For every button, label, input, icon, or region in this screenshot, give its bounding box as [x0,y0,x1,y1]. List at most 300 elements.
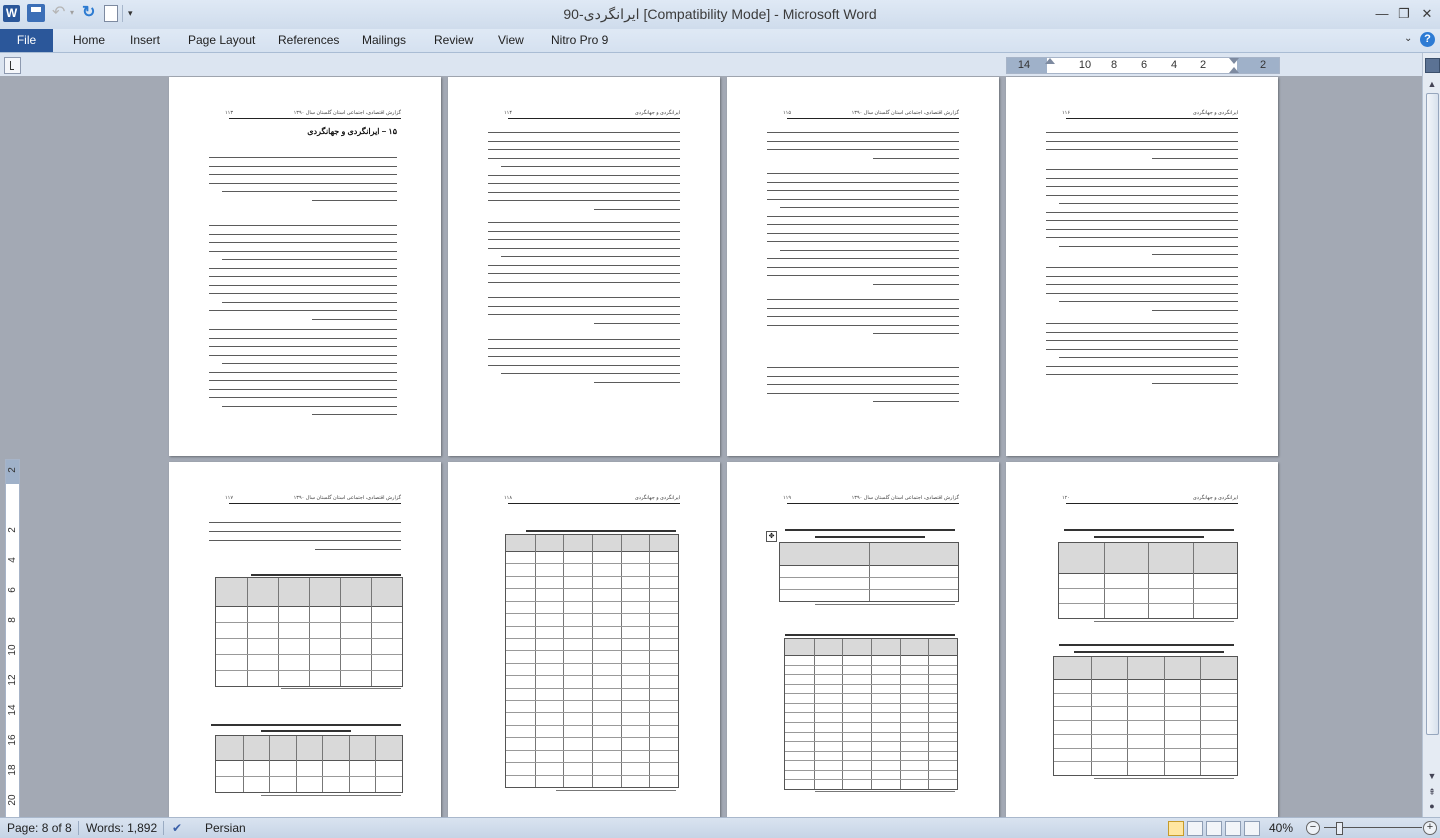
text-line [1046,195,1238,196]
text-line [312,319,397,320]
text-line [209,276,397,277]
text-line [209,251,397,252]
web-layout-icon[interactable] [1206,821,1222,836]
table-row-rule [506,588,678,589]
tab-mailings[interactable]: Mailings [362,33,407,47]
close-icon[interactable]: ✕ [1421,6,1433,21]
table-caption [815,536,925,538]
horizontal-ruler[interactable] [1006,57,1280,74]
table-row-rule [506,762,678,763]
text-line [488,141,680,142]
text-line [488,356,680,357]
text-line [594,323,680,324]
text-line [767,308,959,309]
table-column-rule [928,639,929,789]
table-row-rule [785,741,957,742]
data-table [215,735,403,793]
text-line [1152,158,1238,159]
table-column-rule [349,736,350,792]
table-row-rule [785,770,957,771]
data-table [1058,542,1238,619]
proofing-icon[interactable]: ✔ [172,821,183,835]
ruler-number: 14 [1017,59,1031,71]
table-row-rule [780,577,958,578]
text-line [488,239,680,240]
text-line [1046,132,1238,133]
text-line [767,182,959,183]
text-line [312,200,397,201]
page-header [225,495,401,504]
text-line [1059,203,1238,204]
document-page[interactable] [1006,462,1278,817]
status-bar [0,817,1440,838]
customize-quick-access-icon[interactable]: ▾ [128,8,133,18]
text-line [209,225,397,226]
text-line [222,302,397,303]
page-header-text: گزارش اقتصادی، اجتماعی استان گلستان سال ۱۳۹۰ [851,110,959,116]
table-row-rule [785,674,957,675]
ruler-number: 20 [7,794,18,806]
text-line [767,275,959,276]
text-line [1046,237,1238,238]
text-line [767,376,959,377]
text-line [1046,340,1238,341]
text-line [1046,284,1238,285]
page-header [783,495,959,504]
text-line [209,310,397,311]
text-line [209,540,401,541]
text-line [1046,349,1238,350]
table-row-rule [506,613,678,614]
text-line [501,373,680,374]
table-caption [526,530,676,532]
text-line [1046,186,1238,187]
page-header [1062,110,1238,119]
table-row-rule [785,751,957,752]
text-line [767,216,959,217]
zoom-slider-thumb[interactable] [1336,822,1343,835]
page-header-text: ایرانگردی و جهانگردی [634,495,680,501]
text-line [209,242,397,243]
tab-file[interactable]: File [0,29,53,52]
table-caption [251,574,401,576]
previous-page-icon[interactable]: ⇞ [1428,787,1436,797]
text-line [1046,293,1238,294]
document-page[interactable] [169,77,441,456]
text-line [209,329,397,330]
minimize-icon[interactable]: — [1375,6,1389,21]
table-caption [1074,651,1224,653]
text-line [209,338,397,339]
text-line [1046,332,1238,333]
text-line [209,380,397,381]
table-row-rule [785,779,957,780]
text-line [1152,310,1238,311]
tab-insert[interactable]: Insert [130,33,161,47]
table-row-rule [506,626,678,627]
document-page[interactable] [448,462,720,817]
section-heading: ۱۵ – ایرانگردی و جهانگردی [307,127,397,136]
table-caption [1064,529,1234,531]
table-column-rule [900,639,901,789]
browse-object-icon[interactable]: ● [1429,801,1435,811]
table-row-rule [1054,706,1237,707]
scroll-up-icon[interactable]: ▲ [1427,79,1437,89]
zoom-out-icon[interactable]: − [1306,821,1320,835]
text-line [209,531,401,532]
ruler-number: 4 [1170,59,1178,71]
table-column-rule [269,736,270,792]
text-line [209,268,397,269]
text-line [488,306,680,307]
ruler-number: 18 [7,764,18,776]
ruler-number: 6 [7,587,18,593]
table-source [1094,778,1234,779]
data-table [1053,656,1238,776]
text-line [1046,267,1238,268]
text-line [488,297,680,298]
text-line [1046,141,1238,142]
table-row-rule [506,750,678,751]
table-row-rule [216,622,402,623]
text-line [209,157,397,158]
text-line [209,183,397,184]
text-line [209,174,397,175]
outline-view-icon[interactable] [1225,821,1241,836]
table-column-rule [871,639,872,789]
table-column-rule [842,639,843,789]
table-column-rule [375,736,376,792]
table-source [261,795,401,796]
tab-page-layout[interactable]: Page Layout [188,33,256,47]
text-line [488,222,680,223]
draft-view-icon[interactable] [1244,821,1260,836]
table-row-rule [506,650,678,651]
text-line [488,200,680,201]
table-row-rule [1054,734,1237,735]
table-row-rule [506,737,678,738]
text-line [488,339,680,340]
table-row-rule [1054,693,1237,694]
text-line [767,299,959,300]
text-line [488,149,680,150]
text-line [767,233,959,234]
table-row-rule [785,722,957,723]
text-line [488,183,680,184]
table-row-rule [785,703,957,704]
redo-icon[interactable]: ↻ [82,4,96,21]
table-row-rule [506,563,678,564]
text-line [315,549,401,550]
table-column-rule [869,543,870,601]
text-line [501,166,680,167]
vertical-ruler[interactable] [5,459,20,819]
ruler-bar [0,53,1422,76]
document-page[interactable] [727,77,999,456]
text-line [1152,254,1238,255]
page-header [783,110,959,119]
tab-selector-icon[interactable] [4,57,21,74]
text-line [873,158,959,159]
table-row-rule [506,576,678,577]
document-page[interactable] [448,77,720,456]
text-line [767,258,959,259]
text-line [312,414,397,415]
vertical-scrollbar[interactable] [1422,53,1440,817]
text-line [780,207,959,208]
text-line [767,367,959,368]
page-number: ۱۱۷ [225,495,234,501]
ruler-number: 2 [7,467,18,473]
table-column-rule [1164,657,1165,775]
text-line [501,256,680,257]
page-number: ۱۱۶ [1062,110,1071,116]
table-row-rule [506,675,678,676]
text-line [209,234,397,235]
text-line [488,282,680,283]
text-line [767,224,959,225]
table-move-handle-icon[interactable]: ✥ [766,531,777,542]
table-caption [1094,536,1204,538]
table-column-rule [296,736,297,792]
table-row-rule [1054,748,1237,749]
data-table [505,534,679,788]
table-column-rule [1148,543,1149,618]
page-header-text: ایرانگردی و جهانگردی [1192,110,1238,116]
text-line [209,372,397,373]
table-row-rule [785,693,957,694]
table-column-rule [1104,543,1105,618]
data-table [215,577,403,687]
table-row-rule [506,688,678,689]
ruler-number: 8 [7,617,18,623]
table-row-rule [216,776,402,777]
text-line [1046,178,1238,179]
text-line [1046,212,1238,213]
table-source [815,791,955,792]
text-line [209,285,397,286]
document-page[interactable] [1006,77,1278,456]
ruler-number: 6 [1140,59,1148,71]
scroll-down-icon[interactable]: ▼ [1427,771,1437,781]
text-line [488,231,680,232]
text-line [594,209,680,210]
text-line [209,389,397,390]
text-line [488,265,680,266]
text-line [222,259,397,260]
data-table [779,542,959,602]
text-line [209,346,397,347]
table-caption [261,730,351,732]
text-line [767,393,959,394]
ruler-number: 2 [7,527,18,533]
text-line [488,158,680,159]
text-line [1152,383,1238,384]
text-line [488,248,680,249]
text-line [488,273,680,274]
table-row-rule [785,712,957,713]
table-column-rule [814,639,815,789]
text-line [767,267,959,268]
page-number: ۱۱۹ [783,495,792,501]
table-row-rule [506,663,678,664]
table-row-rule [216,670,402,671]
text-line [767,132,959,133]
table-row-rule [1059,603,1237,604]
table-header [216,736,402,761]
page-number: ۱۱۳ [225,110,234,116]
text-line [488,132,680,133]
zoom-in-icon[interactable]: + [1423,821,1437,835]
text-line [1046,276,1238,277]
text-line [488,192,680,193]
table-row-rule [785,684,957,685]
table-source [1094,621,1234,622]
text-line [488,175,680,176]
expand-ribbon-icon[interactable]: ⌄ [1404,33,1413,44]
table-row-rule [506,725,678,726]
page-count[interactable]: Page: 8 of 8 [7,821,72,835]
table-source [281,688,401,689]
text-line [767,325,959,326]
page-number: ۱۲۰ [1062,495,1071,501]
first-line-indent-marker[interactable] [1229,58,1239,64]
full-screen-reading-icon[interactable] [1187,821,1203,836]
page-number: ۱۱۵ [783,110,792,116]
scrollbar-thumb[interactable] [1426,93,1439,735]
text-line [222,363,397,364]
tab-references[interactable]: References [278,33,340,47]
page-header [1062,495,1238,504]
text-line [767,316,959,317]
text-line [767,190,959,191]
table-row-rule [1059,588,1237,589]
text-line [1046,169,1238,170]
text-line [594,382,680,383]
undo-icon[interactable]: ↶ [52,4,66,21]
text-line [873,333,959,334]
page-number: ۱۱۸ [504,495,513,501]
print-layout-view-icon[interactable] [1168,821,1184,836]
document-page[interactable] [727,462,999,817]
ruler-number: 2 [1259,59,1267,71]
table-caption [1059,644,1234,646]
table-caption [785,634,955,636]
tab-nitro-pro[interactable]: Nitro Pro 9 [551,33,609,47]
document-page[interactable] [169,462,441,817]
tab-home[interactable]: Home [73,33,106,47]
text-line [873,401,959,402]
table-row-rule [216,654,402,655]
text-line [767,141,959,142]
text-line [488,365,680,366]
page-header-text: ایرانگردی و جهانگردی [1192,495,1238,501]
ribbon-tab-bar [0,29,1440,53]
text-line [488,348,680,349]
ruler-number: 16 [7,734,18,746]
text-line [209,166,397,167]
text-line [767,149,959,150]
hanging-indent-marker[interactable] [1229,67,1239,73]
data-table [784,638,958,790]
text-line [767,173,959,174]
restore-icon[interactable]: ❐ [1398,6,1410,21]
tab-view[interactable]: View [498,33,524,47]
table-column-rule [1091,657,1092,775]
zoom-level[interactable]: 40% [1269,821,1294,835]
text-line [1059,301,1238,302]
table-row-rule [780,589,958,590]
help-icon[interactable]: ? [1420,32,1435,47]
text-line [873,284,959,285]
table-source [815,604,955,605]
ruler-number: 14 [7,704,18,716]
tab-review[interactable]: Review [434,33,474,47]
ruler-number: 12 [7,674,18,686]
ruler-number: 8 [1110,59,1118,71]
word-app-icon[interactable]: W [3,5,20,22]
table-row-rule [216,638,402,639]
text-line [767,384,959,385]
table-row-rule [506,638,678,639]
ruler-number: 10 [7,644,18,656]
table-column-rule [1127,657,1128,775]
table-column-rule [243,736,244,792]
page-header-text: گزارش اقتصادی، اجتماعی استان گلستان سال ۱۳۹۰ [293,495,401,501]
text-line [1059,246,1238,247]
page-header-text: گزارش اقتصادی، اجتماعی استان گلستان سال ۱۳۹۰ [851,495,959,501]
text-line [1046,374,1238,375]
text-line [209,293,397,294]
left-indent-marker[interactable] [1045,58,1055,64]
table-row-rule [785,760,957,761]
text-line [1046,229,1238,230]
text-line [1046,149,1238,150]
ruler-number: 4 [7,557,18,563]
text-line [209,522,401,523]
table-header [1054,657,1237,680]
page-header-text: ایرانگردی و جهانگردی [634,110,680,116]
table-source [556,790,676,791]
page-header [504,110,680,119]
text-line [767,241,959,242]
view-ruler-icon[interactable] [1425,58,1440,73]
text-line [780,250,959,251]
undo-dropdown-icon[interactable]: ▾ [70,8,75,17]
table-column-rule [322,736,323,792]
page-header-text: گزارش اقتصادی، اجتماعی استان گلستان سال ۱۳۹۰ [293,110,401,116]
ruler-number: 2 [1199,59,1207,71]
text-line [1059,357,1238,358]
table-row-rule [506,712,678,713]
table-row-rule [1054,761,1237,762]
text-line [222,406,397,407]
page-number: ۱۱۴ [504,110,513,116]
text-line [209,397,397,398]
table-row-rule [506,601,678,602]
page-header [225,110,401,119]
word-count[interactable]: Words: 1,892 [86,821,158,835]
title-bar [0,0,1440,30]
text-line [209,355,397,356]
table-row-rule [506,700,678,701]
ruler-number: 10 [1078,59,1092,71]
table-row-rule [1054,720,1237,721]
table-column-rule [1193,543,1194,618]
language-indicator[interactable]: Persian [205,821,246,835]
text-line [1046,366,1238,367]
text-line [1046,220,1238,221]
